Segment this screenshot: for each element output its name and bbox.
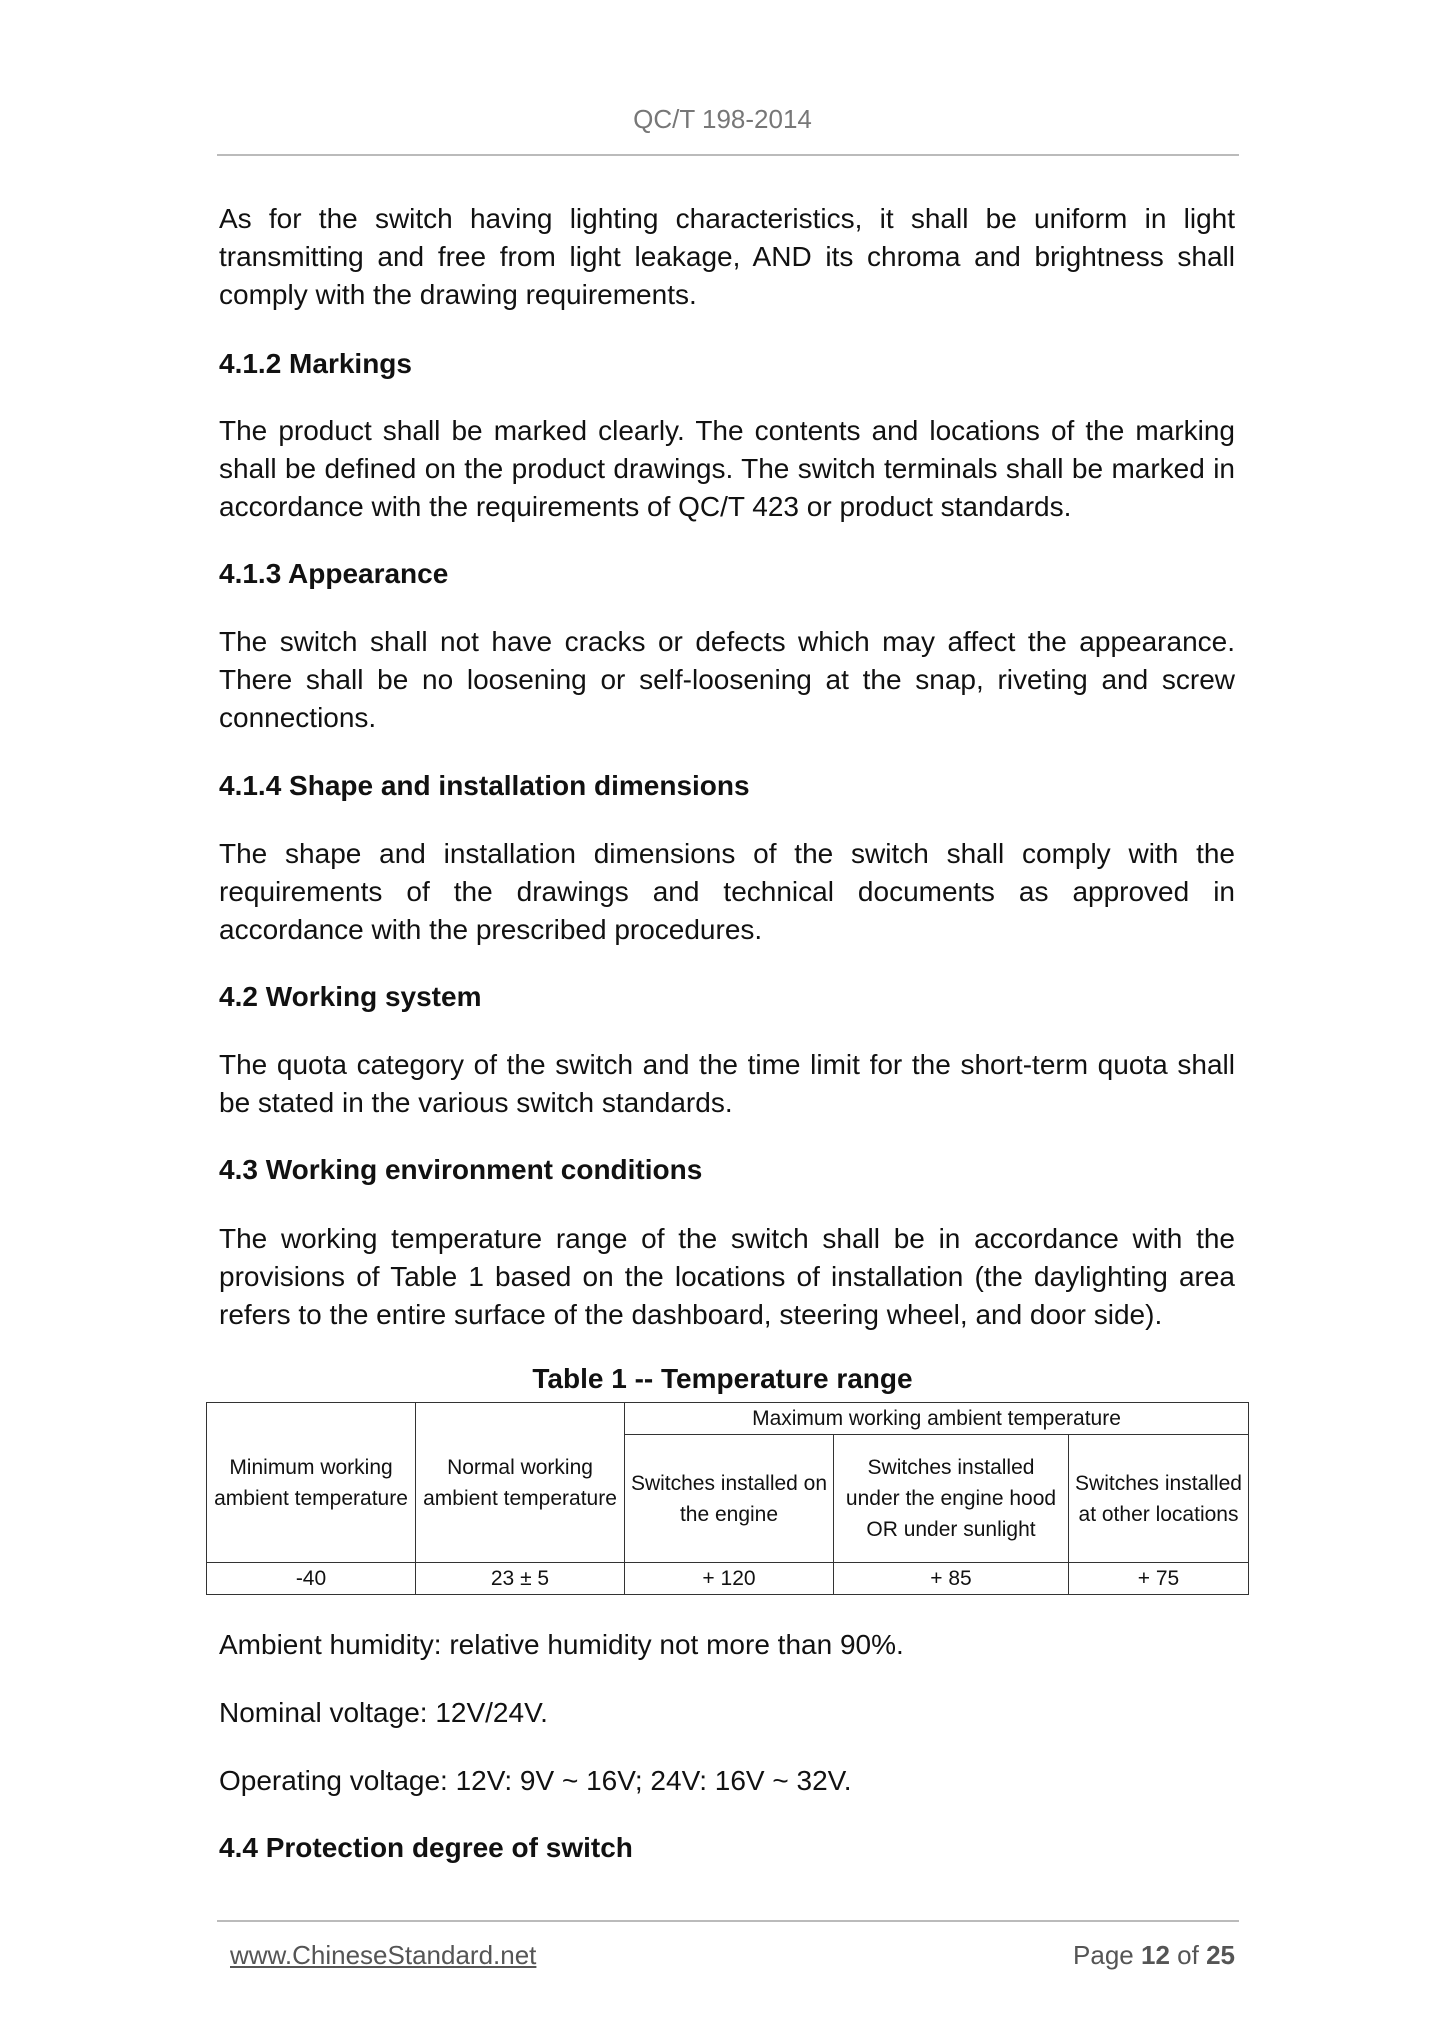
cell-normal: 23 ± 5: [416, 1563, 625, 1595]
cell-min: -40: [207, 1563, 416, 1595]
paragraph-appearance: The switch shall not have cracks or defects which may affect the appearance. There shall be no loosening or self-loosening at the snap, riveting and screw connections.: [219, 626, 1235, 733]
current-page: 12: [1141, 1940, 1170, 1970]
table-title: Table 1 -- Temperature range: [532, 1363, 913, 1394]
header-engine: Switches installed on the engine: [625, 1435, 834, 1563]
heading-4-2: 4.2 Working system: [219, 981, 482, 1012]
temperature-table: [206, 1402, 1249, 1595]
cell-engine: + 120: [625, 1563, 834, 1595]
header-max-temp-group: Maximum working ambient temperature: [625, 1403, 1249, 1435]
paragraph-working-system: The quota category of the switch and the time limit for the short-term quota shall be stated in the various switch standards.: [219, 1049, 1235, 1118]
table-row: [207, 1563, 1249, 1595]
page-prefix: Page: [1073, 1940, 1134, 1970]
heading-4-3: 4.3 Working environment conditions: [219, 1154, 703, 1185]
cell-hood: + 85: [834, 1563, 1069, 1595]
paragraph-markings: The product shall be marked clearly. The contents and locations of the marking shall be defined on the product drawings. The switch terminals shall be marked in accordance with the requirements of QC/T 423 or product standards.: [219, 415, 1235, 522]
paragraph-environment: The working temperature range of the switch shall be in accordance with the provisions of Table 1 based on the locations of installation (the daylighting area refers to the entire surface of the dashboard, steering wheel, and door side).: [219, 1223, 1235, 1330]
header-min-temp: Minimum working ambient temperature: [207, 1403, 416, 1563]
paragraph-humidity: Ambient humidity: relative humidity not more than 90%.: [219, 1629, 904, 1660]
header-divider: [217, 154, 1239, 156]
header-hood: Switches installed under the engine hood OR under sunlight: [834, 1435, 1069, 1563]
heading-4-1-3: 4.1.3 Appearance: [219, 558, 449, 589]
header-other: Switches installed at other locations: [1069, 1435, 1249, 1563]
site-link[interactable]: www.ChineseStandard.net: [230, 1940, 537, 1970]
document-id-header: QC/T 198-2014: [633, 104, 812, 134]
paragraph-dimensions: The shape and installation dimensions of the switch shall comply with the requirements of the drawings and technical documents as approved in accordance with the prescribed procedures.: [219, 838, 1235, 945]
paragraph-operating-voltage: Operating voltage: 12V: 9V ~ 16V; 24V: 16V ~ 32V.: [219, 1765, 852, 1796]
heading-4-1-4: 4.1.4 Shape and installation dimensions: [219, 770, 750, 801]
paragraph-nominal-voltage: Nominal voltage: 12V/24V.: [219, 1697, 548, 1728]
page-number: [1073, 1940, 1235, 1971]
heading-4-1-2: 4.1.2 Markings: [219, 348, 412, 379]
total-pages: 25: [1206, 1940, 1235, 1970]
cell-other: + 75: [1069, 1563, 1249, 1595]
header-normal-temp: Normal working ambient temperature: [416, 1403, 625, 1563]
footer-divider: [217, 1920, 1239, 1922]
heading-4-4: 4.4 Protection degree of switch: [219, 1832, 633, 1863]
paragraph-lighting: As for the switch having lighting characteristics, it shall be uniform in light transmitting and free from light leakage, AND its chroma and brightness shall comply with the drawing requirements.: [219, 203, 1235, 310]
page-of: of: [1177, 1940, 1199, 1970]
